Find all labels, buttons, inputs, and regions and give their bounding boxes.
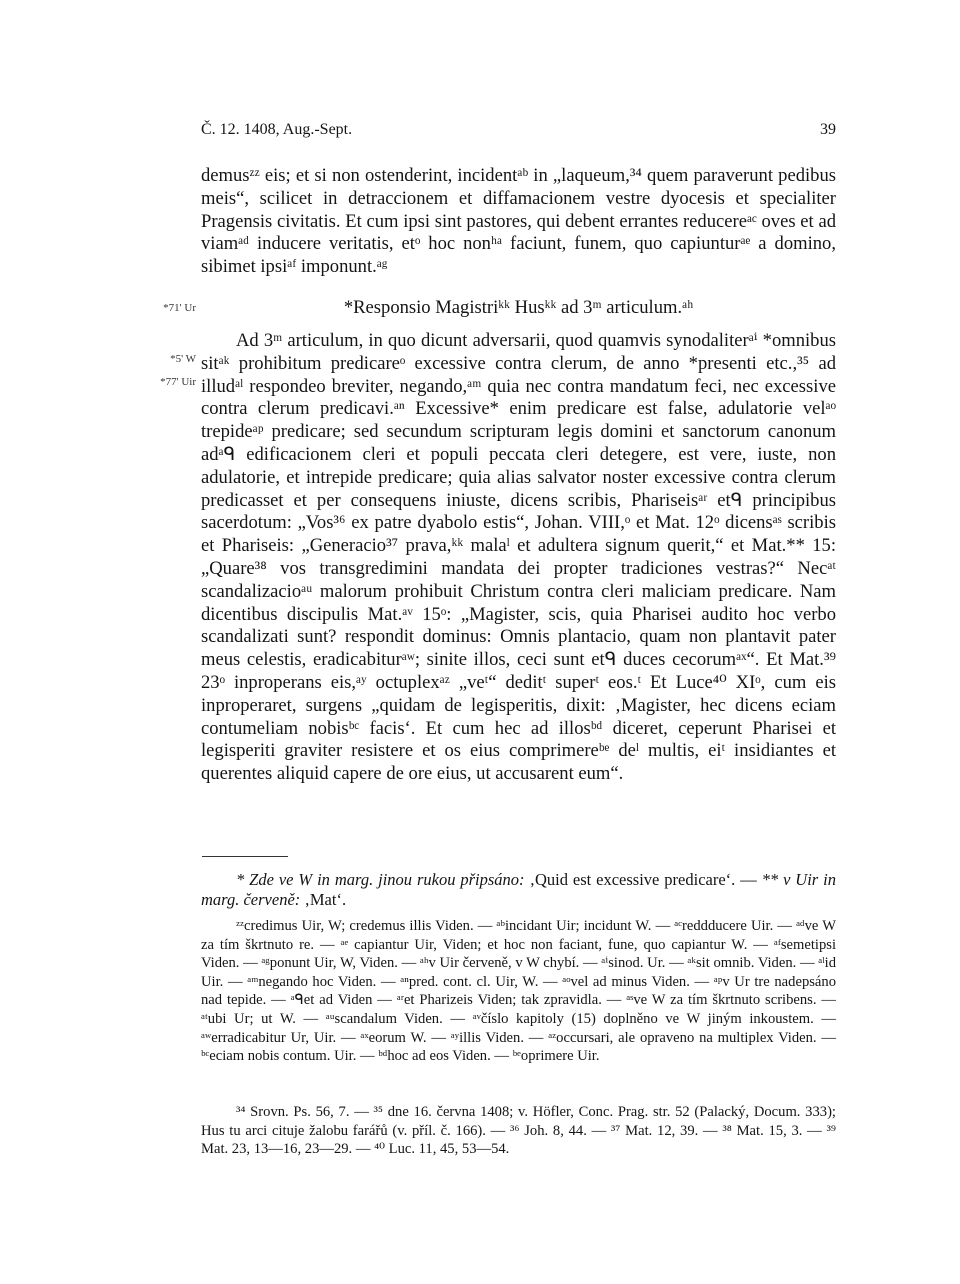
margin-note-uir: *77' Uir [160,376,196,388]
paragraph-continued: demusᶻᶻ eis; et si non ostenderint, incidentᵃᵇ in „laqueum,³⁴ quem paraverunt pedibus meis“, scilicet in detraccionem et diffamacionem vestre dyocesis et specialiter Pragensis civitatis. Et cum ipsi sint pastores, qui debent errantes reducereᵃᶜ oves et ad viamᵃᵈ inducere veritatis, etᵒ hoc nonʰᵃ faciunt, funem, quo capiunturᵃᵉ a domino, sibimet ipsiᵃᶠ imponunt.ᵃᵍ [201,165,836,278]
page-number: 39 [820,121,836,138]
paragraph-response: Ad 3ᵐ articulum, in quo dicunt adversarii, quod quamvis synodaliterᵃⁱ *omnibus sitᵃᵏ prohibitum predicareᵒ excessive contra clerum, de anno *presenti etc.,³⁵ ad illudᵃˡ respondeo breviter, negando,ᵃᵐ quia nec contra mandatum feci, nec excessive contra clerum predicavi.ᵃⁿ Excessive* enim predicare est false, adulatorie velᵃᵒ trepideᵃᵖ predicare; sed secundum scripturam legis domini et sanctorum canonum adᵃᑫ edificacionem cleri et populi peccata cleri detegere, est vere, iuste, non adulatorie, et intrepide predicare; quia alias salvator noster excessive contra clerum predicasset et per consequens iniuste, dicens scribis, Phariseisᵃʳ etᑫ principibus sacerdotum: „Vos³⁶ ex patre dyabolo estis“, Johan. VIII,ᵒ et Mat. 12ᵒ dicensᵃˢ scribis et Phariseis: „Generacio³⁷ prava,ᵏᵏ malaˡ et adultera signum querit,“ et Mat.** 15: „Quare³⁸ vos transgredimini mandata dei propter tradiciones vestras?“ Necᵃᵗ scandalizacioᵃᵘ malorum prohibuit Christum contra cleri maliciam predicare. Nam dicentibus discipulis Mat.ᵃᵛ 15ᵒ: „Magister, scis, quia Pharisei audito hoc verbo scandalizati sunt? respondit dominus: Omnis plantacio, quam non plantavit pater meus celestis, eradicabiturᵃʷ; sinite illos, ceci sunt etᑫ duces cecorumᵃˣ“. Et Mat.³⁹ 23ᵒ inproperans eis,ᵃʸ octuplexᵃᶻ „veᵗ“ deditᵗ superᵗ eos.ᵗ Et Luce⁴⁰ XIᵒ, cum eis inproperaret, surgens „quidam de legisperitis, dixit: ‚Magister, hec dicens eciam contumeliam nobisᵇᶜ facis‘. Et cum hec ad illosᵇᵈ diceret, ceperunt Pharisei et legisperiti graviter resistere et os eius comprimereᵇᵉ deˡ multis, eiᵗ insidiantes et querentes aliquid capere de ore eius, ut accusarent eum“. [201,330,836,785]
footnote-second: ** v Uir in marg. červeně: [201,870,836,909]
footnote-marginalia [201,870,836,910]
footnote-apparatus: ᶻᶻcredimus Uir, W; credemus illis Viden. — ᵃᵇincidant Uir; incidunt W. — ᵃᶜreddducere Uir. — ᵃᵈve W za tím škrtnuto re. — ᵃᵉ capiantur Uir, Viden; et hoc non faciant, fune, quo capiantur W. — ᵃᶠsemetipsi Viden. — ᵃᵍponunt Uir, W, Viden. — ᵃʰv Uir červeně, v W chybí. — ᵃⁱsinod. Ur. — ᵃᵏsit omnib. Viden. — ᵃˡid Uir. — ᵃᵐnegando hoc Viden. — ᵃⁿpred. cont. cl. Uir, W. — ᵃᵒvel ad minus Viden. — ᵃᵖv Ur tre nadepsáno nad tepide. — ᵃᑫet ad Viden — ᵃʳet Pharizeis Viden; tak zpravidla. — ᵃˢve W za tím škrtnuto scribens. — ᵃᵗubi Ur; ut W. — ᵃᵘscandalum Viden. — ᵃᵛčíslo kapitoly (15) doplněno ve W jiným inkoustem. — ᵃʷerradicabitur Ur, Uir. — ᵃˣeorum W. — ᵃʸillis Viden. — ᵃᶻoccursari, ale opraveno na multiplex Viden. — ᵇᶜeciam nobis contum. Uir. — ᵇᵈhoc ad eos Viden. — ᵇᵉoprimere Uir. [201,918,836,1065]
footnote-end: ‚Mat‘. [300,890,347,909]
footnote-lead: * Zde ve W in marg. jinou rukou připsáno: [236,870,525,889]
footnote-quote: ‚Quid est excessive predicare‘. — [524,870,762,889]
margin-note-w: *5' W [170,353,196,365]
section-heading: *Responsio Magistriᵏᵏ Husᵏᵏ ad 3ᵐ articulum.ᵃʰ [343,297,694,318]
footnote-divider [202,856,288,857]
margin-note-ur: *71' Ur [163,302,196,314]
footnote-references: ³⁴ Srovn. Ps. 56, 7. — ³⁵ dne 16. června 1408; v. Höfler, Conc. Prag. str. 52 (Palacký, Docum. 333); Hus tu arci cituje žalobu farářů (v. příl. č. 166). — ³⁶ Joh. 8, 44. — ³⁷ Mat. 12, 39. — ³⁸ Mat. 15, 3. — ³⁹ Mat. 23, 13—16, 23—29. — ⁴⁰ Luc. 11, 45, 53—54. [201,1104,836,1158]
chapter-date: Č. 12. 1408, Aug.-Sept. [201,121,353,138]
